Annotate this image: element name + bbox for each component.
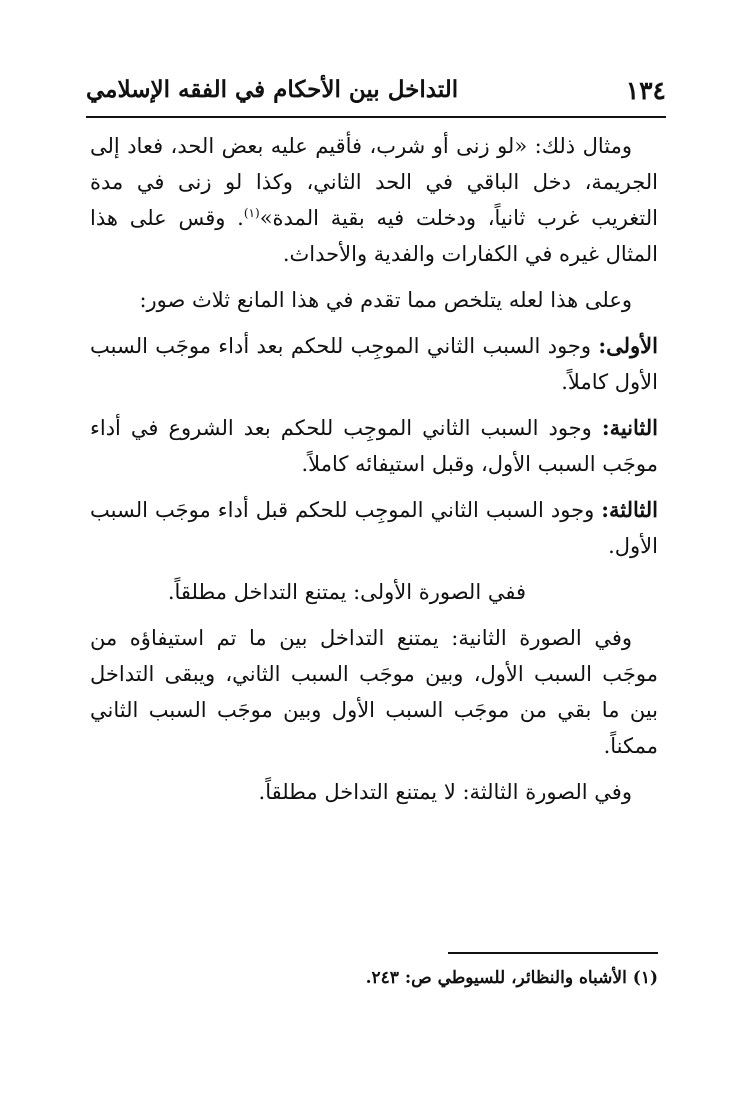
case-first [90, 328, 658, 400]
case-third-text: وجود السبب الثاني الموجِب للحكم قبل أداء موجَب السبب الأول. [90, 498, 658, 558]
page-number: ١٣٤ [625, 76, 666, 105]
ruling-third-case: وفي الصورة الثالثة: لا يمتنع التداخل مطلقاً. [258, 780, 632, 804]
case-second [90, 410, 658, 482]
case-second-text: وجود السبب الثاني الموجِب للحكم بعد الشروع في أداء موجَب السبب الأول، وقبل استيفائه كاملاً. [90, 416, 658, 476]
case-third [90, 492, 658, 564]
footnote-reference: (١) [243, 206, 260, 220]
main-text [90, 128, 658, 820]
example-text-tail: . وقس على هذا المثال غيره في الكفارات والفدية والأحداث. [90, 206, 658, 266]
page-header [86, 70, 666, 118]
example-text: ومثال ذلك: «لو زنى أو شرب، فأقيم عليه بعض الحد، فعاد إلى الجريمة، دخل الباقي في الحد الثاني، وكذا لو زنى في مدة التغريب غرب ثانياً، ودخلت فيه بقية المدة» [90, 134, 658, 230]
footnote: (١) الأشباه والنظائر، للسيوطي ص: ٢٤٣. [365, 968, 658, 988]
case-first-label: الأولى: [598, 333, 658, 358]
ruling-second-case: وفي الصورة الثانية: يمتنع التداخل بين ما تم استيفاؤه من موجَب السبب الأول، وبين موجَب السبب الثاني، ويبقى التداخل بين ما بقي من موجَب السبب الأول وبين موجَب السبب الثاني ممكناً. [90, 626, 658, 758]
ruling-first-case: ففي الصورة الأولى: يمتنع التداخل مطلقاً. [167, 580, 526, 604]
paragraph-example [90, 128, 658, 272]
case-second-label: الثانية: [601, 415, 658, 440]
paragraph-summary: وعلى هذا لعله يتلخص مما تقدم في هذا المانع ثلاث صور: [139, 288, 632, 312]
case-third-label: الثالثة: [601, 497, 658, 522]
case-first-text: وجود السبب الثاني الموجِب للحكم بعد أداء موجَب السبب الأول كاملاً. [90, 334, 658, 394]
footnote-divider [448, 952, 658, 954]
running-title: التداخل بين الأحكام في الفقه الإسلامي [86, 76, 459, 103]
